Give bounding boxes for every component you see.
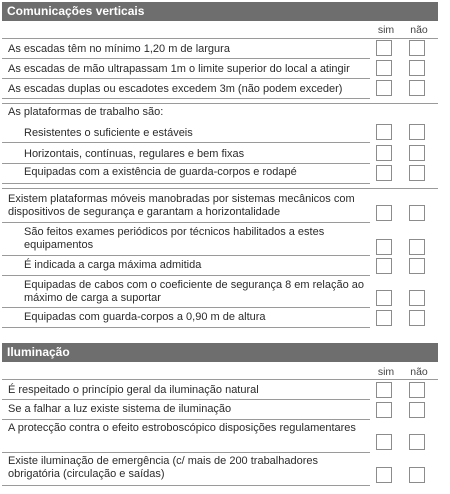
row-label: As escadas têm no mínimo 1,20 m de largura	[8, 43, 230, 55]
row-label: Resistentes o suficiente e estáveis	[24, 127, 193, 139]
row-label: Equipadas de cabos com o coeficiente de segurança 8 em relação ao máximo de carga a suportar	[24, 279, 364, 304]
row-label: São feitos exames periódicos por técnicos habilitados a estes equipamentos	[24, 226, 325, 251]
row-label: Horizontais, contínuas, regulares e bem fixas	[24, 148, 245, 160]
checkbox-sim[interactable]	[376, 434, 392, 450]
checkbox-sim[interactable]	[376, 467, 392, 483]
checklist-row	[2, 144, 370, 164]
checkbox-nao[interactable]	[409, 80, 425, 96]
checkbox-sim[interactable]	[376, 165, 392, 181]
section-title-iluminacao: Iluminação	[2, 343, 438, 362]
checklist-row	[2, 40, 370, 59]
checklist-row	[2, 454, 370, 486]
checkbox-nao[interactable]	[409, 239, 425, 255]
checklist-row	[2, 80, 370, 99]
row-label: Equipadas com a existência de guarda-corpos e rodapé	[24, 166, 297, 178]
checkbox-nao[interactable]	[409, 258, 425, 274]
row-label: Equipadas com guarda-corpos a 0,90 m de altura	[24, 311, 266, 323]
checkbox-sim[interactable]	[376, 80, 392, 96]
row-label: É indicada a carga máxima admitida	[24, 259, 202, 271]
section-title-comunicacoes: Comunicações verticais	[2, 2, 438, 21]
checkbox-sim[interactable]	[376, 145, 392, 161]
checkbox-sim[interactable]	[376, 60, 392, 76]
checkbox-sim[interactable]	[376, 310, 392, 326]
checkbox-sim[interactable]	[376, 40, 392, 56]
row-label: As escadas duplas ou escadotes excedem 3m (não podem exceder)	[8, 83, 343, 95]
checkbox-nao[interactable]	[409, 165, 425, 181]
checkbox-sim[interactable]	[376, 205, 392, 221]
checklist-row	[2, 421, 370, 453]
platforms-heading: As plataformas de trabalho são:	[8, 106, 164, 118]
checkbox-nao[interactable]	[409, 382, 425, 398]
row-label: Existe iluminação de emergência (c/ mais de 200 trabalhadores obrigatória (circulação e saídas)	[8, 455, 318, 480]
checkbox-nao[interactable]	[409, 402, 425, 418]
checkbox-nao[interactable]	[409, 467, 425, 483]
checklist-row	[2, 381, 370, 400]
checklist-row	[2, 257, 370, 276]
checklist-row	[2, 60, 370, 79]
divider	[2, 379, 438, 380]
checkbox-nao[interactable]	[409, 205, 425, 221]
checkbox-sim[interactable]	[376, 124, 392, 140]
checkbox-nao[interactable]	[409, 145, 425, 161]
checklist-row	[2, 165, 370, 184]
checklist-row	[2, 191, 370, 223]
divider	[2, 103, 438, 104]
checkbox-sim[interactable]	[376, 290, 392, 306]
checkbox-nao[interactable]	[409, 290, 425, 306]
checklist-row	[2, 277, 370, 308]
col-header-sim: sim	[377, 366, 395, 378]
checkbox-nao[interactable]	[409, 40, 425, 56]
divider	[2, 188, 438, 189]
checkbox-nao[interactable]	[409, 60, 425, 76]
row-label: Existem plataformas móveis manobradas por sistemas mecânicos com dispositivos de segurança e garantam a horizontalidade	[8, 193, 355, 218]
group-heading	[2, 106, 370, 122]
checklist-row	[2, 123, 370, 143]
divider	[2, 38, 438, 39]
checkbox-sim[interactable]	[376, 258, 392, 274]
row-label: É respeitado o princípio geral da iluminação natural	[8, 384, 259, 396]
row-label: As escadas de mão ultrapassam 1m o limite superior do local a atingir	[8, 63, 350, 75]
row-label: A protecção contra o efeito estroboscópico disposições regulamentares	[8, 422, 356, 434]
col-header-sim: sim	[377, 24, 395, 36]
checkbox-sim[interactable]	[376, 239, 392, 255]
row-label: Se a falhar a luz existe sistema de iluminação	[8, 403, 232, 415]
col-header-nao: não	[410, 24, 428, 36]
checkbox-sim[interactable]	[376, 402, 392, 418]
checkbox-nao[interactable]	[409, 434, 425, 450]
checklist-row	[2, 309, 370, 328]
checklist-row	[2, 401, 370, 420]
checkbox-sim[interactable]	[376, 382, 392, 398]
checkbox-nao[interactable]	[409, 124, 425, 140]
col-header-nao: não	[410, 366, 428, 378]
checklist-row	[2, 224, 370, 256]
checkbox-nao[interactable]	[409, 310, 425, 326]
